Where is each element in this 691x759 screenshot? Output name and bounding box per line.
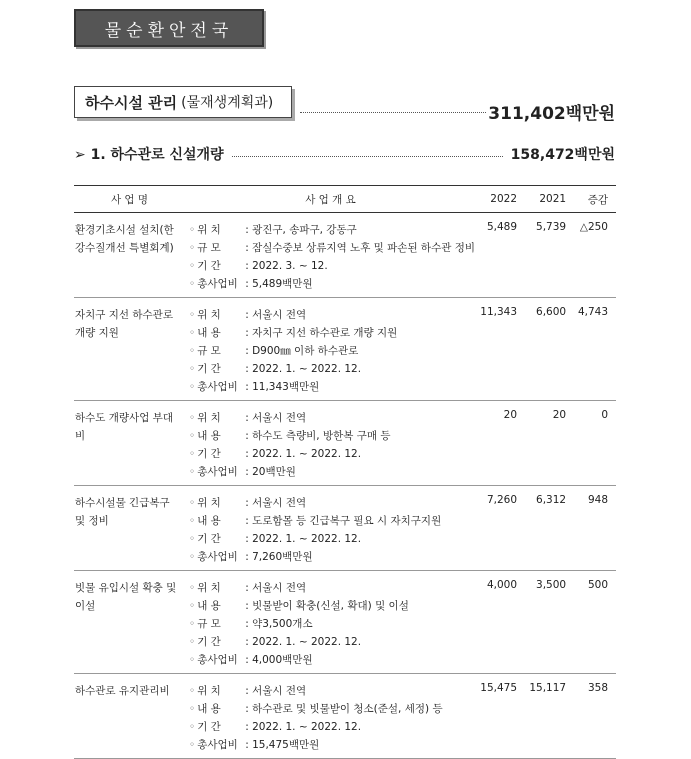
detail-label: 내 용 xyxy=(197,515,221,527)
detail-label: 기 간 xyxy=(197,363,221,375)
value-diff: 0 xyxy=(574,401,616,486)
detail-separator: : xyxy=(245,381,253,393)
detail-label: 총사업비 xyxy=(197,278,238,290)
bullet-icon: ◦ xyxy=(189,381,196,393)
bullet-icon: ◦ xyxy=(189,242,196,254)
detail-line xyxy=(189,633,475,651)
value-2021: 3,500 xyxy=(525,571,574,674)
bullet-icon: ◦ xyxy=(189,582,196,594)
bullet-icon: ◦ xyxy=(189,309,196,321)
subsection-amount: 158,472백만원 xyxy=(510,147,615,163)
detail-separator: : xyxy=(245,345,253,357)
value-2022: 7,260 xyxy=(476,486,525,571)
detail-text: 15,475백만원 xyxy=(252,739,320,751)
bullet-icon: ◦ xyxy=(189,551,196,563)
value-2022: 5,489 xyxy=(476,213,525,298)
header-2021: 2021 xyxy=(525,186,574,213)
detail-label: 내 용 xyxy=(197,430,221,442)
table-row xyxy=(74,486,616,571)
detail-line xyxy=(189,445,475,463)
detail-line xyxy=(189,427,475,445)
project-details xyxy=(185,213,476,298)
value-2022: 20 xyxy=(476,401,525,486)
section-leader xyxy=(300,112,486,113)
detail-separator: : xyxy=(245,515,253,527)
detail-label: 내 용 xyxy=(197,600,221,612)
detail-text: 도로함몰 등 긴급복구 필요 시 자치구지원 xyxy=(252,515,442,527)
detail-separator: : xyxy=(245,448,253,460)
detail-text: 11,343백만원 xyxy=(252,381,320,393)
detail-separator: : xyxy=(245,703,253,715)
detail-text: 2022. 1. ~ 2022. 12. xyxy=(252,533,362,545)
detail-text: 자치구 지선 하수관로 개량 지원 xyxy=(252,327,398,339)
detail-line xyxy=(189,360,475,378)
header-diff: 증감 xyxy=(574,186,616,213)
detail-separator: : xyxy=(245,600,253,612)
table-header-row xyxy=(74,186,616,213)
project-name: 자치구 지선 하수관로 개량 지원 xyxy=(74,298,185,401)
detail-text: 4,000백만원 xyxy=(252,654,313,666)
detail-text: 2022. 1. ~ 2022. 12. xyxy=(252,448,362,460)
table-row xyxy=(74,674,616,759)
detail-separator: : xyxy=(245,278,253,290)
detail-label: 규 모 xyxy=(197,242,221,254)
detail-label: 총사업비 xyxy=(197,551,238,563)
value-diff: 4,743 xyxy=(574,298,616,401)
value-2021: 15,117 xyxy=(525,674,574,759)
value-diff: △250 xyxy=(574,213,616,298)
detail-text: 7,260백만원 xyxy=(252,551,313,563)
detail-separator: : xyxy=(245,466,253,478)
detail-line xyxy=(189,548,475,566)
detail-separator: : xyxy=(245,636,253,648)
header-desc: 사 업 개 요 xyxy=(185,186,476,213)
department-banner: 물순환안전국 xyxy=(74,9,264,47)
bullet-icon: ◦ xyxy=(189,363,196,375)
detail-label: 위 치 xyxy=(197,685,221,697)
detail-separator: : xyxy=(245,533,253,545)
detail-line xyxy=(189,306,475,324)
project-name: 빗물 유입시설 확충 및 이설 xyxy=(74,571,185,674)
project-name: 하수도 개량사업 부대비 xyxy=(74,401,185,486)
bullet-icon: ◦ xyxy=(189,685,196,697)
bullet-icon: ◦ xyxy=(189,721,196,733)
detail-separator: : xyxy=(245,224,253,236)
detail-line xyxy=(189,463,475,481)
value-diff: 358 xyxy=(574,674,616,759)
bullet-icon: ◦ xyxy=(189,618,196,630)
detail-label: 내 용 xyxy=(197,703,221,715)
detail-label: 총사업비 xyxy=(197,466,238,478)
project-details xyxy=(185,401,476,486)
detail-separator: : xyxy=(245,618,253,630)
detail-text: 2022. 1. ~ 2022. 12. xyxy=(252,721,362,733)
detail-line xyxy=(189,324,475,342)
detail-label: 내 용 xyxy=(197,327,221,339)
detail-label: 기 간 xyxy=(197,260,221,272)
section-amount: 311,402백만원 xyxy=(488,104,615,124)
detail-label: 규 모 xyxy=(197,345,221,357)
detail-line xyxy=(189,736,475,754)
value-2021: 20 xyxy=(525,401,574,486)
bullet-icon: ◦ xyxy=(189,636,196,648)
detail-label: 위 치 xyxy=(197,497,221,509)
detail-line xyxy=(189,615,475,633)
subsection-title: ➢ 1. 하수관로 신설개량 xyxy=(74,147,224,163)
bullet-icon: ◦ xyxy=(189,515,196,527)
detail-separator: : xyxy=(245,412,253,424)
header-2022: 2022 xyxy=(476,186,525,213)
detail-separator: : xyxy=(245,260,253,272)
detail-separator: : xyxy=(245,551,253,563)
section-dept: (물재생계획과) xyxy=(181,95,274,111)
detail-label: 위 치 xyxy=(197,224,221,236)
detail-text: 약3,500개소 xyxy=(252,618,313,630)
table-row xyxy=(74,401,616,486)
subsection-leader xyxy=(232,156,503,157)
value-2022: 11,343 xyxy=(476,298,525,401)
detail-label: 규 모 xyxy=(197,618,221,630)
section-title: 하수시설 관리 xyxy=(85,93,178,112)
detail-line xyxy=(189,579,475,597)
value-2022: 4,000 xyxy=(476,571,525,674)
detail-label: 위 치 xyxy=(197,309,221,321)
detail-text: 광진구, 송파구, 강동구 xyxy=(252,224,357,236)
detail-text: 2022. 1. ~ 2022. 12. xyxy=(252,636,362,648)
project-name: 하수관로 유지관리비 xyxy=(74,674,185,759)
bullet-icon: ◦ xyxy=(189,448,196,460)
bullet-icon: ◦ xyxy=(189,278,196,290)
bullet-icon: ◦ xyxy=(189,260,196,272)
detail-text: 서울시 전역 xyxy=(252,582,307,594)
detail-text: 하수관로 및 빗물받이 청소(준설, 세정) 등 xyxy=(252,703,443,715)
detail-separator: : xyxy=(245,430,253,442)
detail-line xyxy=(189,239,475,257)
value-2022: 15,475 xyxy=(476,674,525,759)
bullet-icon: ◦ xyxy=(189,654,196,666)
detail-separator: : xyxy=(245,363,253,375)
detail-text: 서울시 전역 xyxy=(252,497,307,509)
bullet-icon: ◦ xyxy=(189,497,196,509)
project-details xyxy=(185,298,476,401)
detail-label: 위 치 xyxy=(197,582,221,594)
bullet-icon: ◦ xyxy=(189,600,196,612)
project-details xyxy=(185,674,476,759)
table-row xyxy=(74,298,616,401)
section-title-box xyxy=(74,86,292,118)
detail-text: 서울시 전역 xyxy=(252,412,307,424)
detail-separator: : xyxy=(245,739,253,751)
detail-separator: : xyxy=(245,721,253,733)
bullet-icon: ◦ xyxy=(189,224,196,236)
detail-line xyxy=(189,682,475,700)
detail-text: 5,489백만원 xyxy=(252,278,313,290)
project-name: 하수시설물 긴급복구 및 정비 xyxy=(74,486,185,571)
detail-label: 기 간 xyxy=(197,721,221,733)
detail-line xyxy=(189,275,475,293)
detail-separator: : xyxy=(245,654,253,666)
detail-line xyxy=(189,378,475,396)
detail-label: 위 치 xyxy=(197,412,221,424)
detail-separator: : xyxy=(245,497,253,509)
detail-line xyxy=(189,700,475,718)
detail-separator: : xyxy=(245,327,253,339)
detail-text: 하수도 측량비, 방한복 구매 등 xyxy=(252,430,391,442)
detail-label: 기 간 xyxy=(197,533,221,545)
detail-text: 잠실수중보 상류지역 노후 및 파손된 하수관 정비 xyxy=(252,242,475,254)
detail-text: 서울시 전역 xyxy=(252,685,307,697)
bullet-icon: ◦ xyxy=(189,533,196,545)
detail-line xyxy=(189,512,475,530)
detail-line xyxy=(189,718,475,736)
project-name: 환경기초시설 설치(한강수질개선 특별회계) xyxy=(74,213,185,298)
project-details xyxy=(185,571,476,674)
detail-text: 빗물받이 확충(신설, 확대) 및 이설 xyxy=(252,600,409,612)
bullet-icon: ◦ xyxy=(189,345,196,357)
detail-text: D900㎜ 이하 하수관로 xyxy=(252,345,359,357)
detail-label: 기 간 xyxy=(197,448,221,460)
detail-line xyxy=(189,651,475,669)
table-row xyxy=(74,571,616,674)
bullet-icon: ◦ xyxy=(189,466,196,478)
detail-separator: : xyxy=(245,309,253,321)
detail-text: 20백만원 xyxy=(252,466,296,478)
bullet-icon: ◦ xyxy=(189,412,196,424)
detail-separator: : xyxy=(245,242,253,254)
detail-line xyxy=(189,257,475,275)
bullet-icon: ◦ xyxy=(189,739,196,751)
detail-line xyxy=(189,342,475,360)
value-2021: 5,739 xyxy=(525,213,574,298)
value-2021: 6,312 xyxy=(525,486,574,571)
value-diff: 948 xyxy=(574,486,616,571)
bullet-icon: ◦ xyxy=(189,327,196,339)
project-details xyxy=(185,486,476,571)
bullet-icon: ◦ xyxy=(189,703,196,715)
detail-separator: : xyxy=(245,582,253,594)
detail-line xyxy=(189,530,475,548)
detail-line xyxy=(189,221,475,239)
detail-line xyxy=(189,494,475,512)
value-diff: 500 xyxy=(574,571,616,674)
detail-line xyxy=(189,597,475,615)
detail-text: 서울시 전역 xyxy=(252,309,307,321)
detail-separator: : xyxy=(245,685,253,697)
detail-text: 2022. 3. ~ 12. xyxy=(252,260,328,272)
bullet-icon: ◦ xyxy=(189,430,196,442)
value-2021: 6,600 xyxy=(525,298,574,401)
header-name: 사 업 명 xyxy=(74,186,185,213)
detail-label: 기 간 xyxy=(197,636,221,648)
detail-line xyxy=(189,409,475,427)
project-table xyxy=(74,185,616,759)
detail-label: 총사업비 xyxy=(197,739,238,751)
detail-text: 2022. 1. ~ 2022. 12. xyxy=(252,363,362,375)
table-row xyxy=(74,213,616,298)
detail-label: 총사업비 xyxy=(197,381,238,393)
detail-label: 총사업비 xyxy=(197,654,238,666)
